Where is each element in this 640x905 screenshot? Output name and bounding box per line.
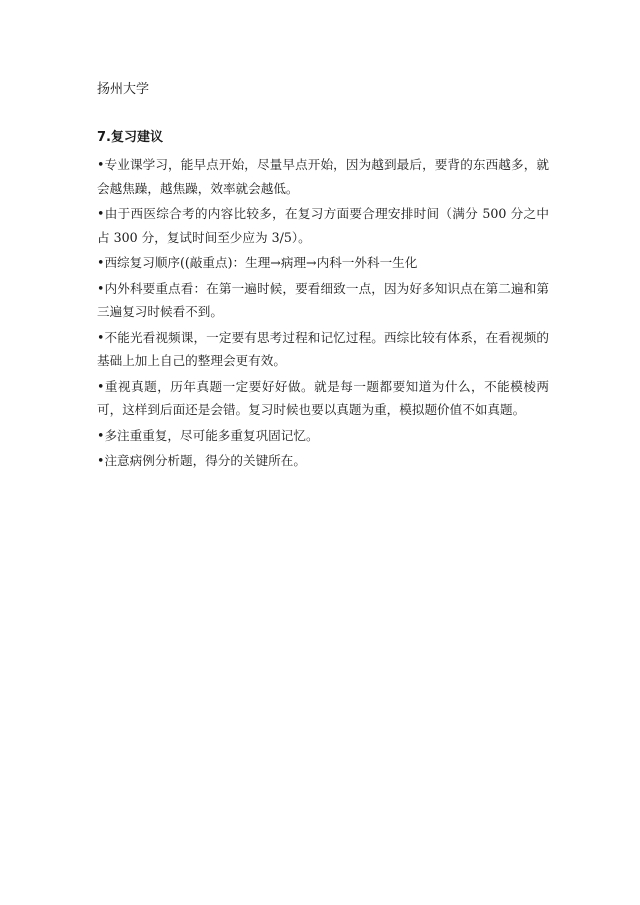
tip-text: 西综复习顺序((敲重点)：生理→病理→内科一外科一生化 (104, 255, 418, 270)
tips-list (97, 153, 549, 475)
bullet-icon: • (97, 453, 105, 468)
tip-text: 专业课学习，能早点开始，尽量早点开始，因为越到最后，要背的东西越多，就会越焦躁，越焦躁，效率就会越低。 (97, 157, 549, 196)
tip-text: 由于西医综合考的内容比较多，在复习方面要合理安排时间（满分 500 分之中占 300 分，复试时间至少应为 3/5）。 (97, 206, 549, 245)
bullet-icon: • (97, 157, 105, 172)
bullet-icon: • (97, 280, 105, 296)
list-item (97, 153, 549, 200)
tip-text: 重视真题，历年真题一定要好好做。就是每一题都要知道为什么，不能模棱两可，这样到后面还是会错。复习时候也要以真题为重，模拟题价值不如真题。 (97, 378, 549, 417)
list-item (97, 202, 549, 249)
tip-text: 多注重重复，尽可能多重复巩固记忆。 (104, 427, 319, 443)
bullet-icon: • (97, 255, 105, 270)
tip-text: 不能光看视频课，一定要有思考过程和记忆过程。西综比较有体系，在看视频的基础上加上自己的整理会更有效。 (97, 329, 549, 368)
tip-text: 内外科要重点看：在第一遍时候，要看细致一点，因为好多知识点在第二遍和第三遍复习时候看不到。 (97, 280, 549, 319)
bullet-icon: • (97, 427, 105, 443)
bullet-icon: • (97, 329, 105, 345)
section-title: 7.复习建议 (97, 130, 163, 145)
school-name: 扬州大学 (97, 82, 150, 97)
list-item (97, 277, 549, 324)
list-item (97, 375, 549, 422)
tip-text: 注意病例分析题，得分的关键所在。 (104, 453, 306, 468)
list-item (97, 424, 549, 448)
list-item (97, 251, 549, 275)
bullet-icon: • (97, 206, 105, 221)
list-item (97, 449, 549, 473)
bullet-icon: • (97, 378, 105, 394)
list-item (97, 326, 549, 373)
